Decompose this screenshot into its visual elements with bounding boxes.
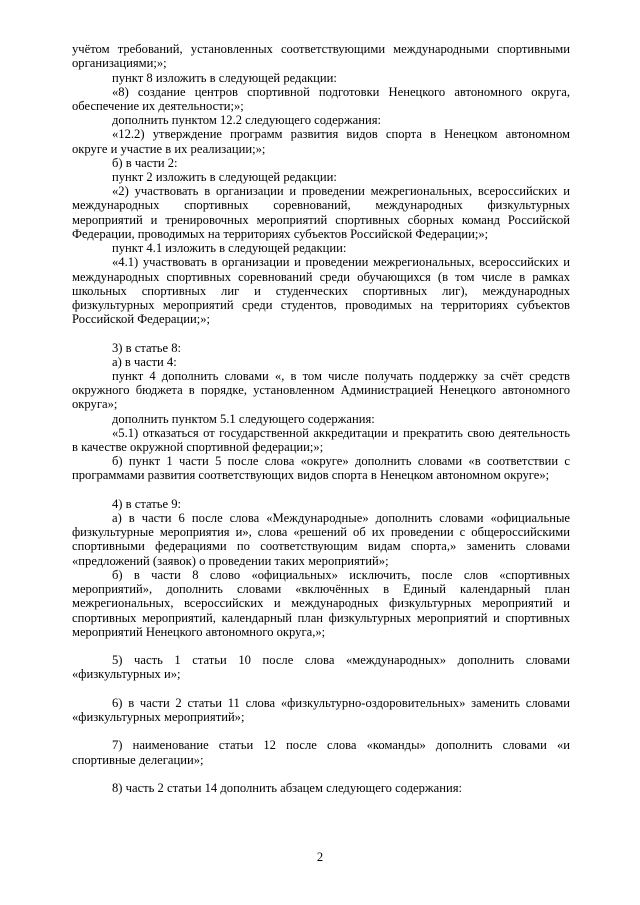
text-line: пункт 4 дополнить словами «, в том числе получать поддержку за счёт средств	[112, 369, 570, 383]
text-line: б) в части 2:	[112, 156, 178, 170]
text-line: а) в части 6 после слова «Международные» дополнить словами «официальные	[112, 511, 570, 525]
text-line: спортивных мероприятий, календарный план физкультурных мероприятий и спортивных	[72, 611, 570, 625]
text-line: округа»;	[72, 397, 118, 411]
text-line: «5.1) отказаться от государственной аккредитации и прекратить свою деятельность	[112, 426, 570, 440]
text-line: 8) часть 2 статьи 14 дополнить абзацем следующего содержания:	[112, 781, 462, 795]
text-line: 5) часть 1 статьи 10 после слова «международных» дополнить словами	[112, 653, 570, 667]
text-line: физкультурных мероприятий среди студентов, проводимых на территориях субъектов	[72, 298, 570, 312]
text-line: «предложений (заявок) о проведении таких мероприятий»;	[72, 554, 389, 568]
text-line: пункт 2 изложить в следующей редакции:	[112, 170, 337, 184]
text-line: мероприятий», дополнить словами «включённых в Единый календарный план	[72, 582, 570, 596]
text-line: межрегиональных, всероссийских и международных физкультурных мероприятий и	[72, 596, 570, 610]
text-line: окружного бюджета в порядке, установленном Администрацией Ненецкого автономного	[72, 383, 570, 397]
text-line: «физкультурных мероприятий»;	[72, 710, 245, 724]
text-line: Российской Федерации;»;	[72, 312, 210, 326]
text-line: «8) создание центров спортивной подготовки Ненецкого автономного округа,	[112, 85, 570, 99]
text-line: дополнить пунктом 12.2 следующего содержания:	[112, 113, 382, 127]
text-line: б) пункт 1 части 5 после слова «округе» дополнить словами «в соответствии с	[112, 454, 570, 468]
text-line: пункт 8 изложить в следующей редакции:	[112, 71, 337, 85]
text-line: «12.2) утверждение программ развития видов спорта в Ненецком автономном	[112, 127, 570, 141]
text-line: обеспечение их деятельности;»;	[72, 99, 244, 113]
text-line: «физкультурных и»;	[72, 667, 181, 681]
text-line: международных спортивных соревнований среди обучающихся (в том числе в рамках	[72, 270, 570, 284]
text-line: организациями;»;	[72, 56, 167, 70]
text-line: программами развития соответствующих видов спорта в Ненецком автономном округе»;	[72, 468, 550, 482]
text-line: 6) в части 2 статьи 11 слова «физкультурно-оздоровительных» заменить словами	[112, 696, 570, 710]
text-line: 7) наименование статьи 12 после слова «команды» дополнить словами «и	[112, 738, 570, 752]
text-line: пункт 4.1 изложить в следующей редакции:	[112, 241, 347, 255]
page-number: 2	[316, 850, 324, 864]
text-line: 3) в статье 8:	[112, 341, 182, 355]
text-line: школьных спортивных лиг и студенческих спортивных лиг), международных	[72, 284, 570, 298]
text-line: Федерации, проводимых на территориях субъектов Российской Федерации;»;	[72, 227, 489, 241]
text-line: 4) в статье 9:	[112, 497, 182, 511]
text-line: спортивными федерациями по соответствующим видам спорта,» заменить словами	[72, 539, 570, 553]
text-line: учётом требований, установленных соответствующими международными спортивными	[72, 42, 570, 56]
text-line: а) в части 4:	[112, 355, 177, 369]
text-line: в качестве окружной спортивной федерации;»;	[72, 440, 324, 454]
text-line: округе и участие в их реализации;»;	[72, 142, 266, 156]
text-line: б) в части 8 слово «официальных» исключить, после слов «спортивных	[112, 568, 570, 582]
text-line: «2) участвовать в организации и проведении межрегиональных, всероссийских и	[112, 184, 570, 198]
text-line: физкультурные мероприятия и», слова «решений об их проведении с общероссийскими	[72, 525, 570, 539]
text-line: «4.1) участвовать в организации и проведении межрегиональных, всероссийских и	[112, 255, 570, 269]
text-line: дополнить пунктом 5.1 следующего содержания:	[112, 412, 375, 426]
text-line: спортивные делегации»;	[72, 753, 204, 767]
text-line: мероприятий и тренировочных мероприятий спортивных сборных команд Российской	[72, 213, 570, 227]
text-line: международных спортивных соревнований, международных физкультурных	[72, 198, 570, 212]
text-line: мероприятий Ненецкого автономного округа,»;	[72, 625, 326, 639]
